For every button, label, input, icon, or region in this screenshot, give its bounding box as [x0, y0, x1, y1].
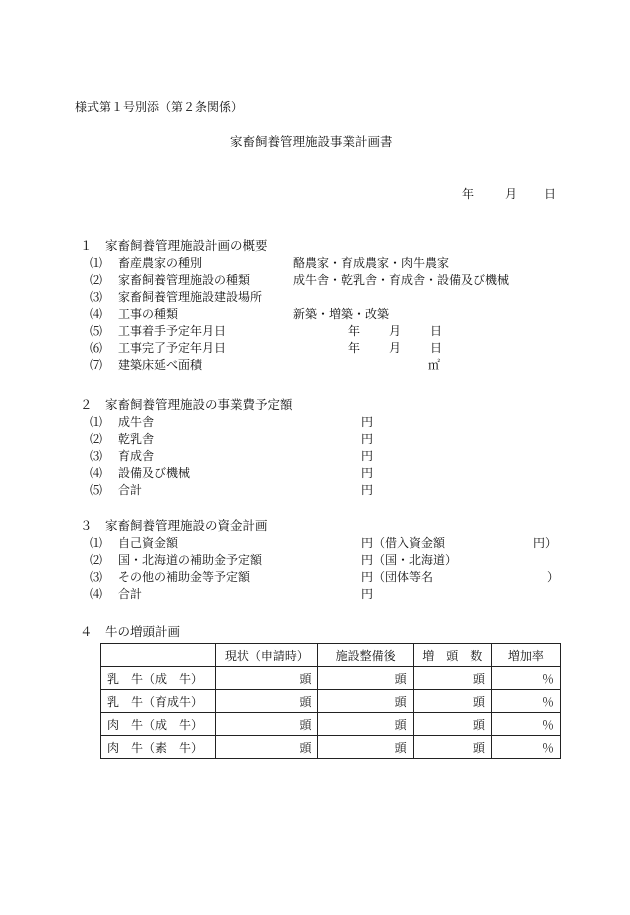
increase-rate-cell: ％ — [491, 736, 560, 759]
yen-unit: 円 — [361, 536, 374, 550]
livestock-increase-table — [100, 643, 561, 759]
item-label: 合計 — [118, 483, 143, 497]
table-header-row — [101, 644, 561, 667]
item-label: 家畜飼養管理施設の種類 — [118, 273, 251, 287]
start-month: 月 — [389, 324, 402, 338]
item-label: 工事完了予定年月日 — [118, 341, 227, 355]
item-label: その他の補助金等予定額 — [118, 570, 251, 584]
section2-item — [0, 414, 630, 431]
document-title: 家畜飼養管理施設事業計画書 — [230, 134, 393, 149]
item-number: ⑵ — [90, 273, 103, 287]
date-month: 月 — [505, 187, 518, 201]
section1-item — [0, 323, 630, 340]
item-value: 酪農家・育成農家・肉牛農家 — [293, 256, 450, 270]
item-label: 国・北海道の補助金予定額 — [118, 553, 263, 567]
section2-item — [0, 465, 630, 482]
section1-item — [0, 289, 630, 306]
after-head-cell: 頭 — [318, 667, 413, 690]
yen-unit: 円 — [361, 483, 374, 497]
table-header-cell — [101, 644, 216, 667]
yen-unit: 円 — [361, 553, 374, 567]
table-row — [101, 690, 561, 713]
table-row — [101, 736, 561, 759]
current-head-cell: 頭 — [216, 690, 318, 713]
increase-head-cell: 頭 — [413, 736, 491, 759]
subsidy-note: （国・北海道） — [373, 553, 458, 567]
table-header-cell: 施設整備後 — [318, 644, 413, 667]
loan-note-end: 円） — [533, 536, 558, 550]
date-year: 年 — [462, 187, 475, 201]
item-label: 工事着手予定年月日 — [118, 324, 227, 338]
table-header-cell: 現状（申請時） — [216, 644, 318, 667]
item-number: ⑹ — [90, 341, 103, 355]
increase-head-cell: 頭 — [413, 667, 491, 690]
table-row — [101, 667, 561, 690]
item-label: 成牛舎 — [118, 415, 155, 429]
item-label: 育成舎 — [118, 449, 155, 463]
item-number: ⑶ — [90, 290, 103, 304]
table-header-cell: 増 頭 数 — [413, 644, 491, 667]
section3-item — [0, 552, 630, 569]
row-label: 乳 牛（育成牛） — [101, 690, 216, 713]
item-number: ⑴ — [90, 415, 103, 429]
item-label: 建築床延べ面積 — [118, 358, 203, 372]
section3-heading: ３ 家畜飼養管理施設の資金計画 — [80, 518, 268, 533]
increase-rate-cell: ％ — [491, 713, 560, 736]
section1-item — [0, 340, 630, 357]
end-day: 日 — [430, 341, 443, 355]
section3-item — [0, 586, 630, 603]
area-unit: ㎡ — [428, 358, 441, 372]
yen-unit: 円 — [361, 570, 374, 584]
increase-rate-cell: ％ — [491, 667, 560, 690]
section2-heading: ２ 家畜飼養管理施設の事業費予定額 — [80, 397, 293, 412]
increase-rate-cell: ％ — [491, 690, 560, 713]
increase-head-cell: 頭 — [413, 713, 491, 736]
organization-note: （団体等名 — [373, 570, 434, 584]
row-label: 肉 牛（成 牛） — [101, 713, 216, 736]
date-day: 日 — [544, 187, 557, 201]
item-number: ⑷ — [90, 466, 103, 480]
section1-item — [0, 306, 630, 323]
row-label: 肉 牛（素 牛） — [101, 736, 216, 759]
item-label: 工事の種類 — [118, 307, 179, 321]
section1-item — [0, 357, 630, 374]
item-number: ⑶ — [90, 449, 103, 463]
loan-note: （借入資金額 — [373, 536, 446, 550]
section3-item — [0, 569, 630, 586]
section1-heading: １ 家畜飼養管理施設計画の概要 — [80, 238, 268, 253]
item-number: ⑸ — [90, 324, 103, 338]
item-label: 乾乳舎 — [118, 432, 155, 446]
item-value: 成牛舎・乾乳舎・育成舎・設備及び機械 — [293, 273, 510, 287]
item-number: ⑵ — [90, 553, 103, 567]
form-number: 様式第１号別添（第２条関係） — [75, 100, 244, 114]
end-year: 年 — [348, 341, 361, 355]
item-number: ⑴ — [90, 536, 103, 550]
after-head-cell: 頭 — [318, 713, 413, 736]
after-head-cell: 頭 — [318, 736, 413, 759]
yen-unit: 円 — [361, 587, 374, 601]
yen-unit: 円 — [361, 466, 374, 480]
after-head-cell: 頭 — [318, 690, 413, 713]
end-month: 月 — [389, 341, 402, 355]
organization-note-end: ） — [547, 570, 560, 584]
row-label: 乳 牛（成 牛） — [101, 667, 216, 690]
item-label: 設備及び機械 — [118, 466, 191, 480]
section3-item — [0, 535, 630, 552]
section2-item — [0, 431, 630, 448]
start-day: 日 — [430, 324, 443, 338]
yen-unit: 円 — [361, 432, 374, 446]
table-header-cell: 増加率 — [491, 644, 560, 667]
item-number: ⑸ — [90, 483, 103, 497]
item-label: 自己資金額 — [118, 536, 179, 550]
section1-item — [0, 255, 630, 272]
item-number: ⑷ — [90, 307, 103, 321]
item-number: ⑺ — [90, 358, 103, 372]
section4-heading: ４ 牛の増頭計画 — [80, 624, 181, 639]
current-head-cell: 頭 — [216, 713, 318, 736]
section2-item — [0, 448, 630, 465]
item-label: 合計 — [118, 587, 143, 601]
item-number: ⑵ — [90, 432, 103, 446]
item-value: 新築・増築・改築 — [293, 307, 390, 321]
item-number: ⑶ — [90, 570, 103, 584]
current-head-cell: 頭 — [216, 667, 318, 690]
current-head-cell: 頭 — [216, 736, 318, 759]
item-label: 畜産農家の種別 — [118, 256, 203, 270]
item-number: ⑴ — [90, 256, 103, 270]
item-label: 家畜飼養管理施設建設場所 — [118, 290, 263, 304]
increase-head-cell: 頭 — [413, 690, 491, 713]
section1-item — [0, 272, 630, 289]
table-row — [101, 713, 561, 736]
start-year: 年 — [348, 324, 361, 338]
yen-unit: 円 — [361, 449, 374, 463]
yen-unit: 円 — [361, 415, 374, 429]
item-number: ⑷ — [90, 587, 103, 601]
section2-item — [0, 482, 630, 499]
